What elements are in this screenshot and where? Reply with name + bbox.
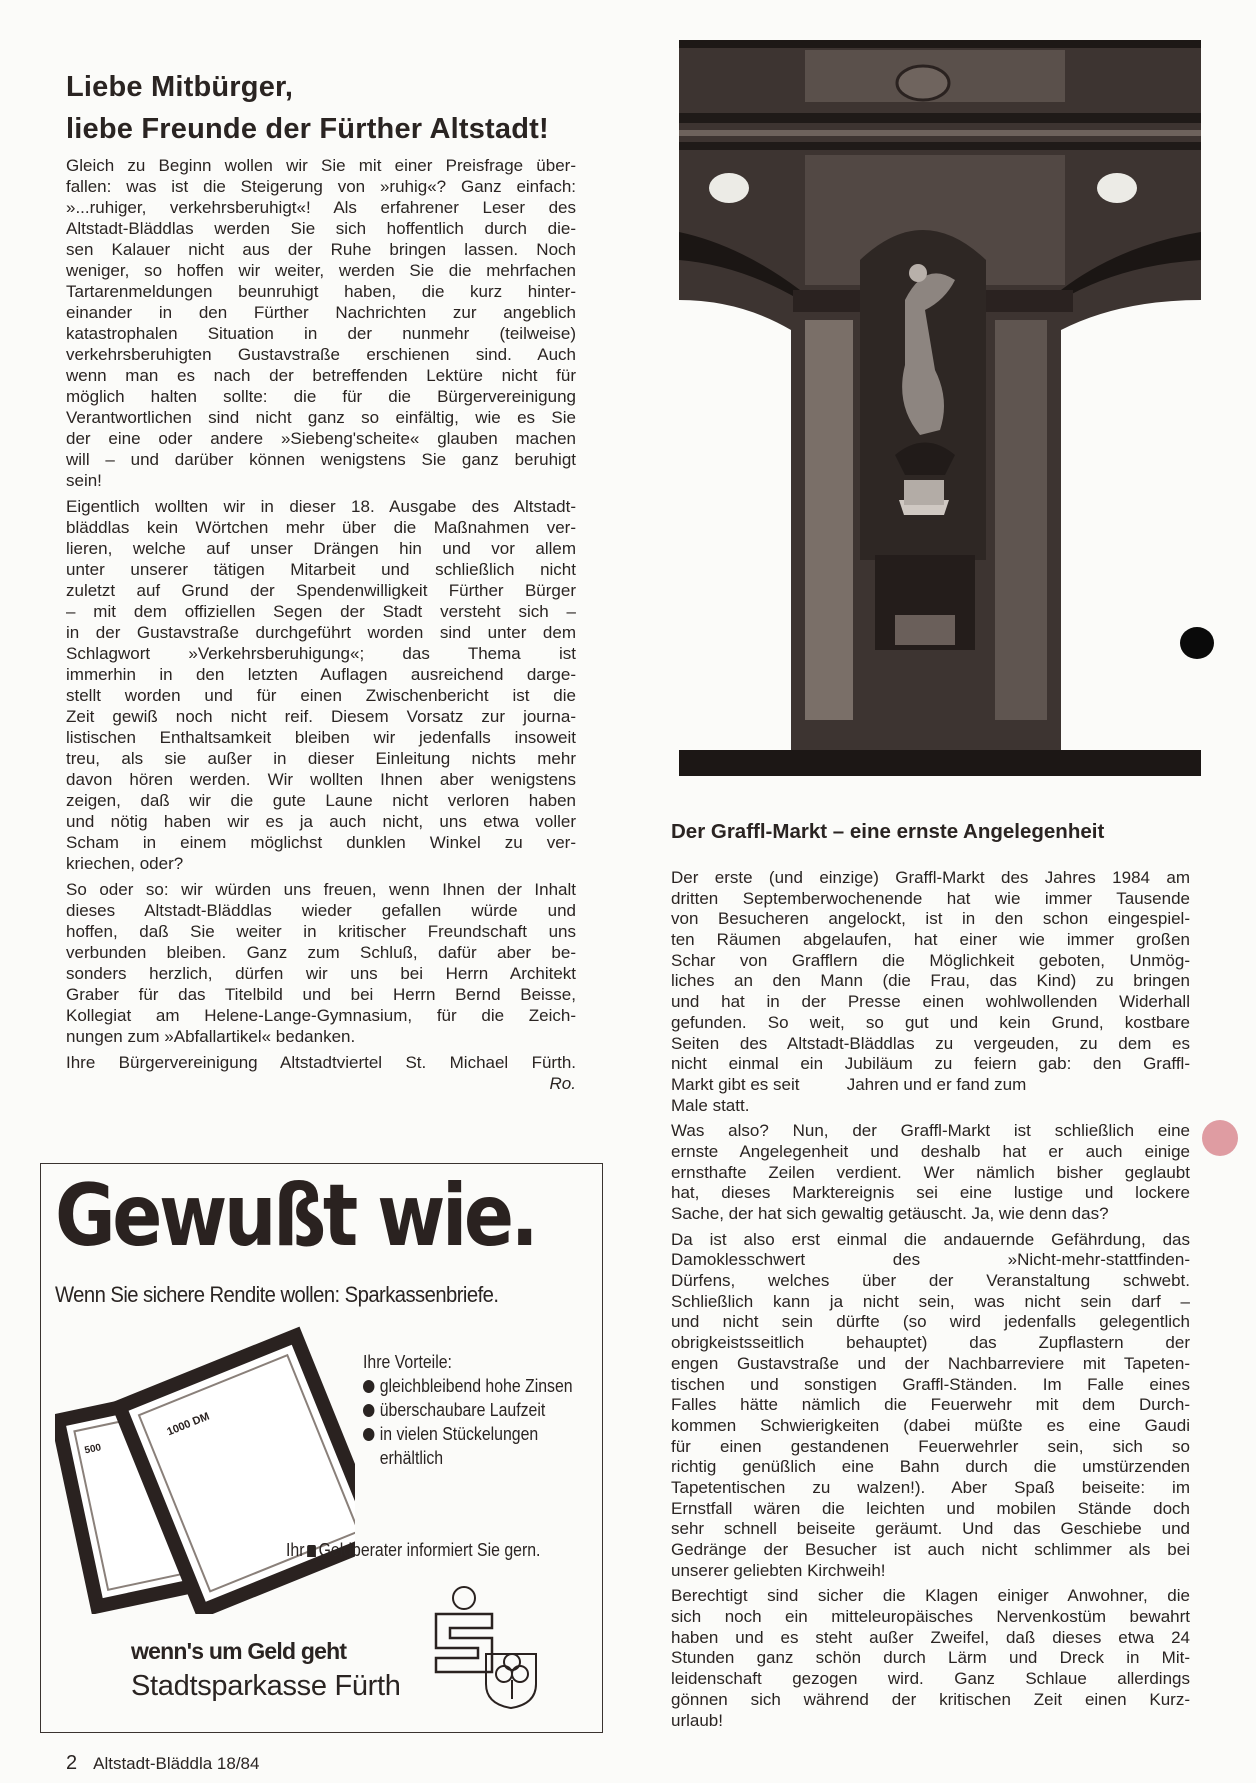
- certificate-label: 500: [83, 1442, 103, 1457]
- advantage-continuation: erhältlich: [379, 1448, 444, 1468]
- text-line: Gleich zu Beginn wollen wir Sie mit einer Preisfrage über-: [66, 156, 576, 175]
- text-line: sonders herzlich, dürfen wir uns bei Herrn Architekt: [66, 964, 576, 983]
- text-line: von Besucheren angelockt, ist in den schon eingespiel-: [671, 909, 1190, 929]
- text-line: urlaub!: [671, 1710, 723, 1730]
- text-line: Falles hätte nämlich die Feuerwehr mit dem Durch-: [671, 1395, 1190, 1415]
- text-line: engen Gustavstraße und der Nachbarreviere mit Tapeten-: [671, 1353, 1190, 1373]
- text-line: Altstadt-Bläddlas werden Sie sich hoffentlich durch die-: [66, 219, 576, 238]
- text-line: gefunden. So weit, so gut und kein Grund, kostbare: [671, 1012, 1190, 1032]
- text-line: einander in den Fürther Nachrichten zur angeblich: [66, 303, 576, 322]
- text-line: Schar von Grafflern die Möglichkeit geboten, Unmög-: [671, 950, 1190, 970]
- text-line: sein!: [66, 471, 102, 490]
- text-line: möglich halten sollte: die für die Bürgervereinigung: [66, 387, 576, 406]
- text-line: will – und darüber können wenigstens Sie ganz beruhigt: [66, 450, 576, 469]
- text-line: treu, als sie außer in dieser Einleitung nichts mehr: [66, 749, 576, 768]
- text-line: Eigentlich wollten wir in dieser 18. Ausgabe des Altstadt-: [66, 497, 576, 516]
- text-line: gönnen sich während der kritischen Zeit einen Kurz-: [671, 1689, 1190, 1709]
- text-line: bläddlas kein Wörtchen mehr über die Maßnahmen ver-: [66, 518, 576, 537]
- text-line: Tapetentischen zu walzen!). Aber Spaß beiseite: im: [671, 1477, 1190, 1497]
- text-line: dritten Septemberwochenende hat wie immer Tausende: [671, 888, 1190, 908]
- paragraph: [66, 879, 576, 1047]
- text-line: dieses Altstadt-Bläddlas wieder gefallen würde und: [66, 901, 576, 920]
- text-line: verkehrsberuhigten Gustavstraße erschienen sind. Auch: [66, 345, 576, 364]
- text-line: der eine oder andere »Siebeng'scheite« glauben machen: [66, 429, 576, 448]
- ad-info-line: [286, 1540, 540, 1561]
- text-line: und hat in der Presse einen wohlwollenden Widerhall: [671, 992, 1190, 1012]
- text-line: in der Gustavstraße durchgeführt worden sind unter dem: [66, 623, 576, 642]
- text-line: haben und es steht außer Zweifel, daß dieses etwa 24: [671, 1627, 1190, 1647]
- ad-advantages: [363, 1350, 573, 1470]
- text-line: ernsthafte Zeilen verdient. Wer nämlich bisher geglaubt: [671, 1162, 1190, 1182]
- text-line: Kollegiat am Helene-Lange-Gymnasium, für die Zeich-: [66, 1006, 576, 1025]
- paragraph: [671, 868, 1190, 1116]
- text-line: obrigkeistsseitlich behauptet) das Zupflastern der: [671, 1333, 1190, 1353]
- facade-statue-photo: [670, 30, 1230, 790]
- text-line: Da ist also erst einmal die andauernde Gefährdung, das: [671, 1229, 1190, 1249]
- bullet-icon: [363, 1428, 374, 1441]
- text-line: kriechen, oder?: [66, 854, 184, 873]
- text-line: sehr schnell beiseite geräumt. Und das Geschiebe und: [671, 1519, 1190, 1539]
- bullet-icon: [363, 1380, 374, 1393]
- advantage-item: gleichbleibend hohe Zinsen: [379, 1376, 573, 1396]
- text-line: Markt gibt es seit Jahren und er fand zum: [671, 1074, 1027, 1094]
- pink-sticker-dot: [1202, 1120, 1238, 1156]
- text-line: für einen gestandenen Feuerwehrler sein, sich so: [671, 1436, 1190, 1456]
- text-line: katastrophalen Situation in der nunmehr (teilweise): [66, 324, 576, 343]
- page-footer: [66, 1752, 259, 1775]
- advantages-title: Ihre Vorteile:: [363, 1352, 452, 1372]
- text-line: ten Räumen abgelaufen, hat einer wie immer großen: [671, 930, 1190, 950]
- text-line: Damoklesschwert des »Nicht-mehr-stattfinden-: [671, 1250, 1190, 1270]
- text-line: »...ruhiger, verkehrsberuhigt«! Als erfahrener Leser des: [66, 198, 576, 217]
- text-line: immerhin in den letzten Auflagen ausreichend darge-: [66, 665, 576, 684]
- text-line: und nicht sein dürfte (so wird jedenfalls gelegentlich: [671, 1312, 1190, 1332]
- text-line: unserer geliebten Kirchweih!: [671, 1560, 886, 1580]
- text-line: weniger, so hoffen wir weiter, werden Sie die mehrfachen: [66, 261, 576, 280]
- text-line: zeigen, daß wir die gute Laune nicht verloren haben: [66, 791, 576, 810]
- text-line: So oder so: wir würden uns freuen, wenn Ihnen der Inhalt: [66, 880, 576, 899]
- text-line: liches an den Mann (die Frau, das Kind) zu bringen: [671, 971, 1190, 991]
- letter-body: [66, 155, 576, 1094]
- text-line: stellt worden und für einen Zwischenbericht ist die: [66, 686, 576, 705]
- author-initials: Ro.: [549, 1074, 576, 1093]
- text-line: Berechtigt sind sicher die Klagen einiger Anwohner, die: [671, 1586, 1190, 1606]
- letter-title: [66, 66, 549, 150]
- text-line: Zeit gewiß noch nicht reif. Diesem Vorsatz zur journa-: [66, 707, 576, 726]
- text-line: unter unserer tätigen Mitarbeit und schließlich nicht: [66, 560, 576, 579]
- text-line: Der erste (und einzige) Graffl-Markt des Jahres 1984 am: [671, 868, 1190, 887]
- letter-title-line: Liebe Mitbürger,: [66, 71, 294, 103]
- page-number: 2: [66, 1752, 78, 1774]
- text-line: Ernstfall wären die leichten und mobilen Stände doch: [671, 1498, 1190, 1518]
- text-line: Scham in einem möglichst dunklen Winkel zu ver-: [66, 833, 576, 852]
- text-line: Stunden ganz schön durch Lärm und Dreck in Mit-: [671, 1648, 1190, 1668]
- text-line: Was also? Nun, der Graffl-Markt ist schließlich eine: [671, 1121, 1190, 1141]
- text-line: Dürfens, welches über der Veranstaltung schwebt.: [671, 1271, 1190, 1291]
- text-line: Gedränge der Besucher ist auch nicht schlimmer als bei: [671, 1540, 1190, 1559]
- text-line: Seiten des Altstadt-Bläddlas zu vergeuden, zu dem es: [671, 1033, 1190, 1053]
- text-line: verbunden bleiben. Ganz zum Schluß, dafür aber be-: [66, 943, 576, 962]
- advantage-item: in vielen Stückelungen: [379, 1424, 539, 1444]
- paragraph: [671, 1121, 1190, 1224]
- info-suffix: Geldberater informiert Sie gern.: [318, 1540, 541, 1560]
- text-line: nungen zum »Abfallartikel« bedanken.: [66, 1027, 356, 1046]
- text-line: wenn man es nach der betreffenden Lektüre nicht für: [66, 366, 576, 385]
- graffl-article-heading: Der Graffl-Markt – eine ernste Angelegenheit: [671, 820, 1105, 843]
- text-line: hat, dieses Marktereignis sei eine lustige und lockere: [671, 1183, 1190, 1203]
- text-line: ernste Angelegenheit und deshalb hat er auch einige: [671, 1141, 1190, 1161]
- text-line: Schlagwort »Verkehrsberuhigung«; das Thema ist: [66, 644, 576, 663]
- text-line: fallen: was ist die Steigerung von »ruhig«? Ganz einfach:: [66, 177, 576, 196]
- ad-headline: Gewußt wie.: [55, 1166, 536, 1266]
- text-line: richtig genüßlich eine Bahn durch die umstürzenden: [671, 1457, 1190, 1477]
- paragraph: [671, 1586, 1190, 1731]
- text-line: Male statt.: [671, 1095, 750, 1115]
- text-line: kommen Schwierigkeiten (dabei müßte es eine Gaudi: [671, 1415, 1190, 1435]
- publication-name: Altstadt-Bläddla 18/84: [93, 1754, 260, 1773]
- text-line: lieren, welche auf unser Drängen hin und vor allem: [66, 539, 576, 558]
- text-line: tischen und sonstigen Graffl-Ständen. Im Falle eines: [671, 1374, 1190, 1394]
- text-line: davon hören werden. Wir wollten Ihnen aber wenigstens: [66, 770, 576, 789]
- sparkasse-mini-icon: [307, 1545, 316, 1557]
- text-line: zuletzt auf Grund der Spendenwilligkeit Fürther Bürger: [66, 581, 576, 600]
- sparkasse-advertisement: [40, 1163, 603, 1733]
- text-line: Sache, der hat sich gewaltig getäuscht. Ja, wie denn das?: [671, 1204, 1109, 1223]
- graffl-article-body: [671, 868, 1190, 1736]
- ad-subline: Wenn Sie sichere Rendite wollen: Sparkassenbriefe.: [55, 1282, 499, 1307]
- text-line: nicht einmal ein Jubiläum zu feiern gab: den Graffl-: [671, 1054, 1190, 1074]
- text-line: Tartarenmeldungen beunruhigt haben, die kurz hinter-: [66, 282, 576, 301]
- paragraph: [671, 1230, 1190, 1582]
- text-line: leidenschaft gezogen wird. Ganz Schlaue allerdings: [671, 1669, 1190, 1689]
- text-line: sen Kalauer nicht aus der Ruhe bringen lassen. Noch: [66, 240, 576, 259]
- paragraph: [66, 496, 576, 874]
- advantage-item: überschaubare Laufzeit: [379, 1400, 546, 1420]
- text-line: Graber für das Titelbild und bei Herrn Bernd Beisse,: [66, 985, 576, 1004]
- bank-name: Stadtsparkasse Fürth: [131, 1670, 401, 1702]
- info-prefix: Ihr: [286, 1540, 305, 1560]
- text-line: – mit dem offiziellen Segen der Stadt versteht sich –: [66, 602, 576, 621]
- bullet-icon: [363, 1404, 374, 1417]
- text-line: und nötig haben wir es ja auch nicht, uns etwa voller: [66, 812, 576, 831]
- paragraph: [66, 155, 576, 491]
- text-line: sich noch ein mitteleuropäisches Nervenkostüm bewahrt: [671, 1607, 1190, 1627]
- letter-signature: Ihre Bürgervereinigung Altstadtviertel St. Michael Fürth.: [66, 1053, 576, 1072]
- text-line: Verantwortlichen sind nicht ganz so einfältig, wie es Sie: [66, 408, 576, 427]
- text-line: Schließlich kann ja nicht sein, was nicht sein darf –: [671, 1291, 1190, 1311]
- text-line: hoffen, daß Sie weiter in kritischer Freundschaft uns: [66, 922, 576, 941]
- savings-certificates-illustration: [55, 1314, 355, 1614]
- punch-hole-mark: [1180, 627, 1214, 659]
- certificate-label: 1000 DM: [165, 1410, 212, 1439]
- ad-slogan: wenn's um Geld geht: [131, 1638, 347, 1664]
- text-line: listischen Enthaltsamkeit bleiben wir jedenfalls insoweit: [66, 728, 576, 747]
- letter-title-line: liebe Freunde der Fürther Altstadt!: [66, 113, 549, 145]
- sparkasse-logo-icon: [426, 1584, 546, 1709]
